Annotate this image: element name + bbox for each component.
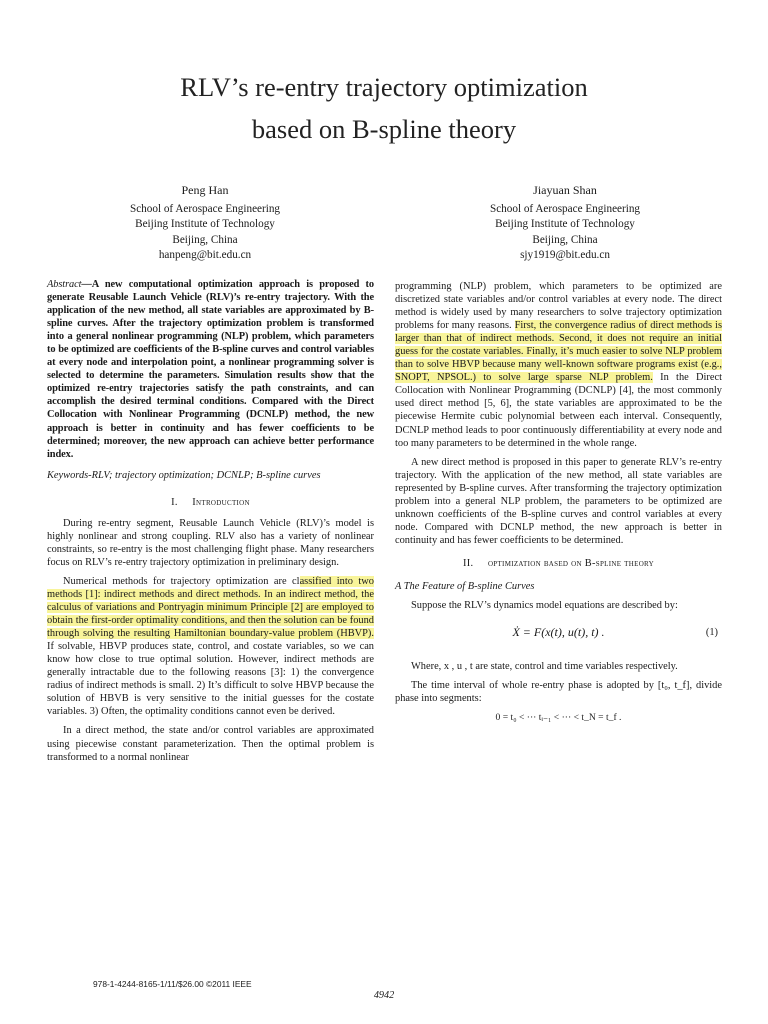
section-title: optimization based on B-spline theory [487, 557, 654, 569]
equation-2: 0 = t₀ < ··· tᵢ₋₁ < ··· < t_N = t_f . [495, 712, 622, 724]
author-institution: Beijing Institute of Technology [135, 218, 275, 230]
author-institution: Beijing Institute of Technology [495, 218, 635, 230]
intro-paragraph-2 [47, 575, 374, 719]
equation-expression: Ẋ = F(x(t), u(t), t) . [512, 625, 605, 640]
author-email: hanpeng@bit.edu.cn [158, 249, 252, 261]
intro-paragraph-3: In a direct method, the state and/or control variables are approximated using piecewise constant parameterization. Then the optimal problem is transformed to a normal nonlinear [47, 725, 374, 763]
author-department: School of Aerospace Engineering [129, 202, 281, 215]
author-department: School of Aerospace Engineering [489, 202, 641, 215]
keywords: Keywords-RLV; trajectory optimization; DCNLP; B-spline curves [47, 469, 321, 481]
title-line-2: based on B-spline theory [251, 114, 517, 144]
right-paragraph-1-start: programming (NLP) problem, which parameters to be optimized are discretized state variables and/or control variables at every node. The direct method is widely used by many researchers to solve trajectory optimization problems for many reasons. [395, 281, 722, 332]
abstract-lead: Abstract [47, 279, 82, 290]
equation-1 [395, 620, 722, 650]
right-paragraph-1-end: In the Direct Collocation with Nonlinear Programming (DCNLP) [4], the most commonly used direct method [5, 6], the state variables are approximated to be the piecewise Hermite cubic polynomial between each interval. Consequently, DCNLP method leads to poor continuously differentiability at every node and too many parameters to be determined in the whole range. [395, 372, 723, 449]
paper-title [0, 66, 768, 150]
author-city: Beijing, China [172, 233, 238, 246]
highlighted-text: First, the convergence radius of direct methods is larger than that of indirect methods. Second, it does not require an initial guess for the costate variables. Finally, it’s much easier to solve NLP problem than to solve HBVP because many well-known software programs exist (e.g., SNOPT, NPSOL.) to solve large sparse NLP problem. [395, 320, 722, 384]
equation-number: (1) [705, 627, 718, 639]
intro-paragraph-1: During re-entry segment, Reusable Launch Vehicle (RLV)’s model is highly nonlinear and strong coupling. RLV also has a variety of nonlinear constraints, so re-entry is the most challenging flight phase. Many researchers focus on RLV’s re-entry trajectory optimization in preliminary design. [47, 517, 374, 568]
section-number: II. [463, 557, 474, 569]
author-block-1 [60, 183, 350, 264]
author-block-2 [420, 183, 710, 264]
subsection-heading: A The Feature of B-spline Curves [395, 580, 535, 592]
section-number: I. [171, 496, 178, 508]
intro-paragraph-2-start: Numerical methods for trajectory optimization are cl [63, 575, 300, 587]
right-paragraph-4: Where, x , u , t are state, control and time variables respectively. [411, 661, 678, 673]
left-column [47, 278, 374, 770]
highlighted-text: assified into two methods [1]: indirect methods and direct methods. In an indirect method, the calculus of variations and Pontryagin minimum Principle [2] are employed to obtain the first-order optimality conditions, and then the solution can be found through solving the resulting Hamiltonian boundary-value problem (HBVP). [47, 575, 375, 640]
section-heading-optimization [395, 557, 722, 570]
abstract [47, 278, 374, 461]
author-name: Jiayuan Shan [533, 183, 597, 197]
author-name: Peng Han [181, 183, 229, 197]
page-number: 4942 [373, 990, 395, 1001]
copyright-footer: 978-1-4244-8165-1/11/$26.00 ©2011 IEEE [93, 979, 252, 989]
section-title: Introduction [192, 496, 250, 508]
section-heading-introduction [47, 496, 374, 509]
intro-paragraph-2-end: If solvable, HBVP produces state, control, and costate variables, so we can know how close to true optimal solution. However, indirect methods are generally intractable due to the following reasons [3]: 1) the convergence radius of indirect methods is small. 2) It’s difficult to solve HBVP because the solution of HBVB is very sensitive to the initial guesses for the costate variables. 3) Often, the optimality conditions cannot even be derived. [47, 641, 374, 718]
right-column [395, 280, 722, 730]
right-paragraph-1 [395, 280, 722, 450]
author-email: sjy1919@bit.edu.cn [520, 249, 610, 261]
abstract-text: —A new computational optimization approach is proposed to generate Reusable Launch Vehicle (RLV)’s re-entry trajectory. With the application of the new method, all state variables are approximated by B-spline curves. After the trajectory optimization problem is transformed into a general nonlinear programming (NLP) problem, which parameters to be optimized are coefficients of the B-spline curves and control variables at every node and interpolation point, a nonlinear programming solver is selected to determine the parameters. Simulation results show that the optimized re-entry trajectories satisfy the path constraints, and can accomplish the desired terminal conditions. Compared with the Direct Collocation with Nonlinear Programming (DCNLP) method, the new approach is better in continuity and has fewer coefficients to be determined; moreover, the new approach can achieve better performance index. [47, 279, 374, 460]
right-paragraph-2: A new direct method is proposed in this paper to generate RLV’s re-entry trajectory. With the application of the new method, all state variables are represented by B-spline curves. After transforming the trajectory optimization problem into a general NLP problem, the parameters to be optimized are unknown coefficients of the B-spline curves and control variables at every node. Compared with DCNLP method, the new approach is better in continuity and has fewer coefficients to be determined. [395, 456, 722, 546]
right-paragraph-3: Suppose the RLV’s dynamics model equations are described by: [411, 600, 678, 612]
author-city: Beijing, China [532, 233, 598, 246]
right-paragraph-5: The time interval of whole re-entry phase is adopted by [t₀, t_f], divide phase into segments: [395, 680, 722, 705]
title-line-1: RLV’s re-entry trajectory optimization [180, 72, 588, 102]
